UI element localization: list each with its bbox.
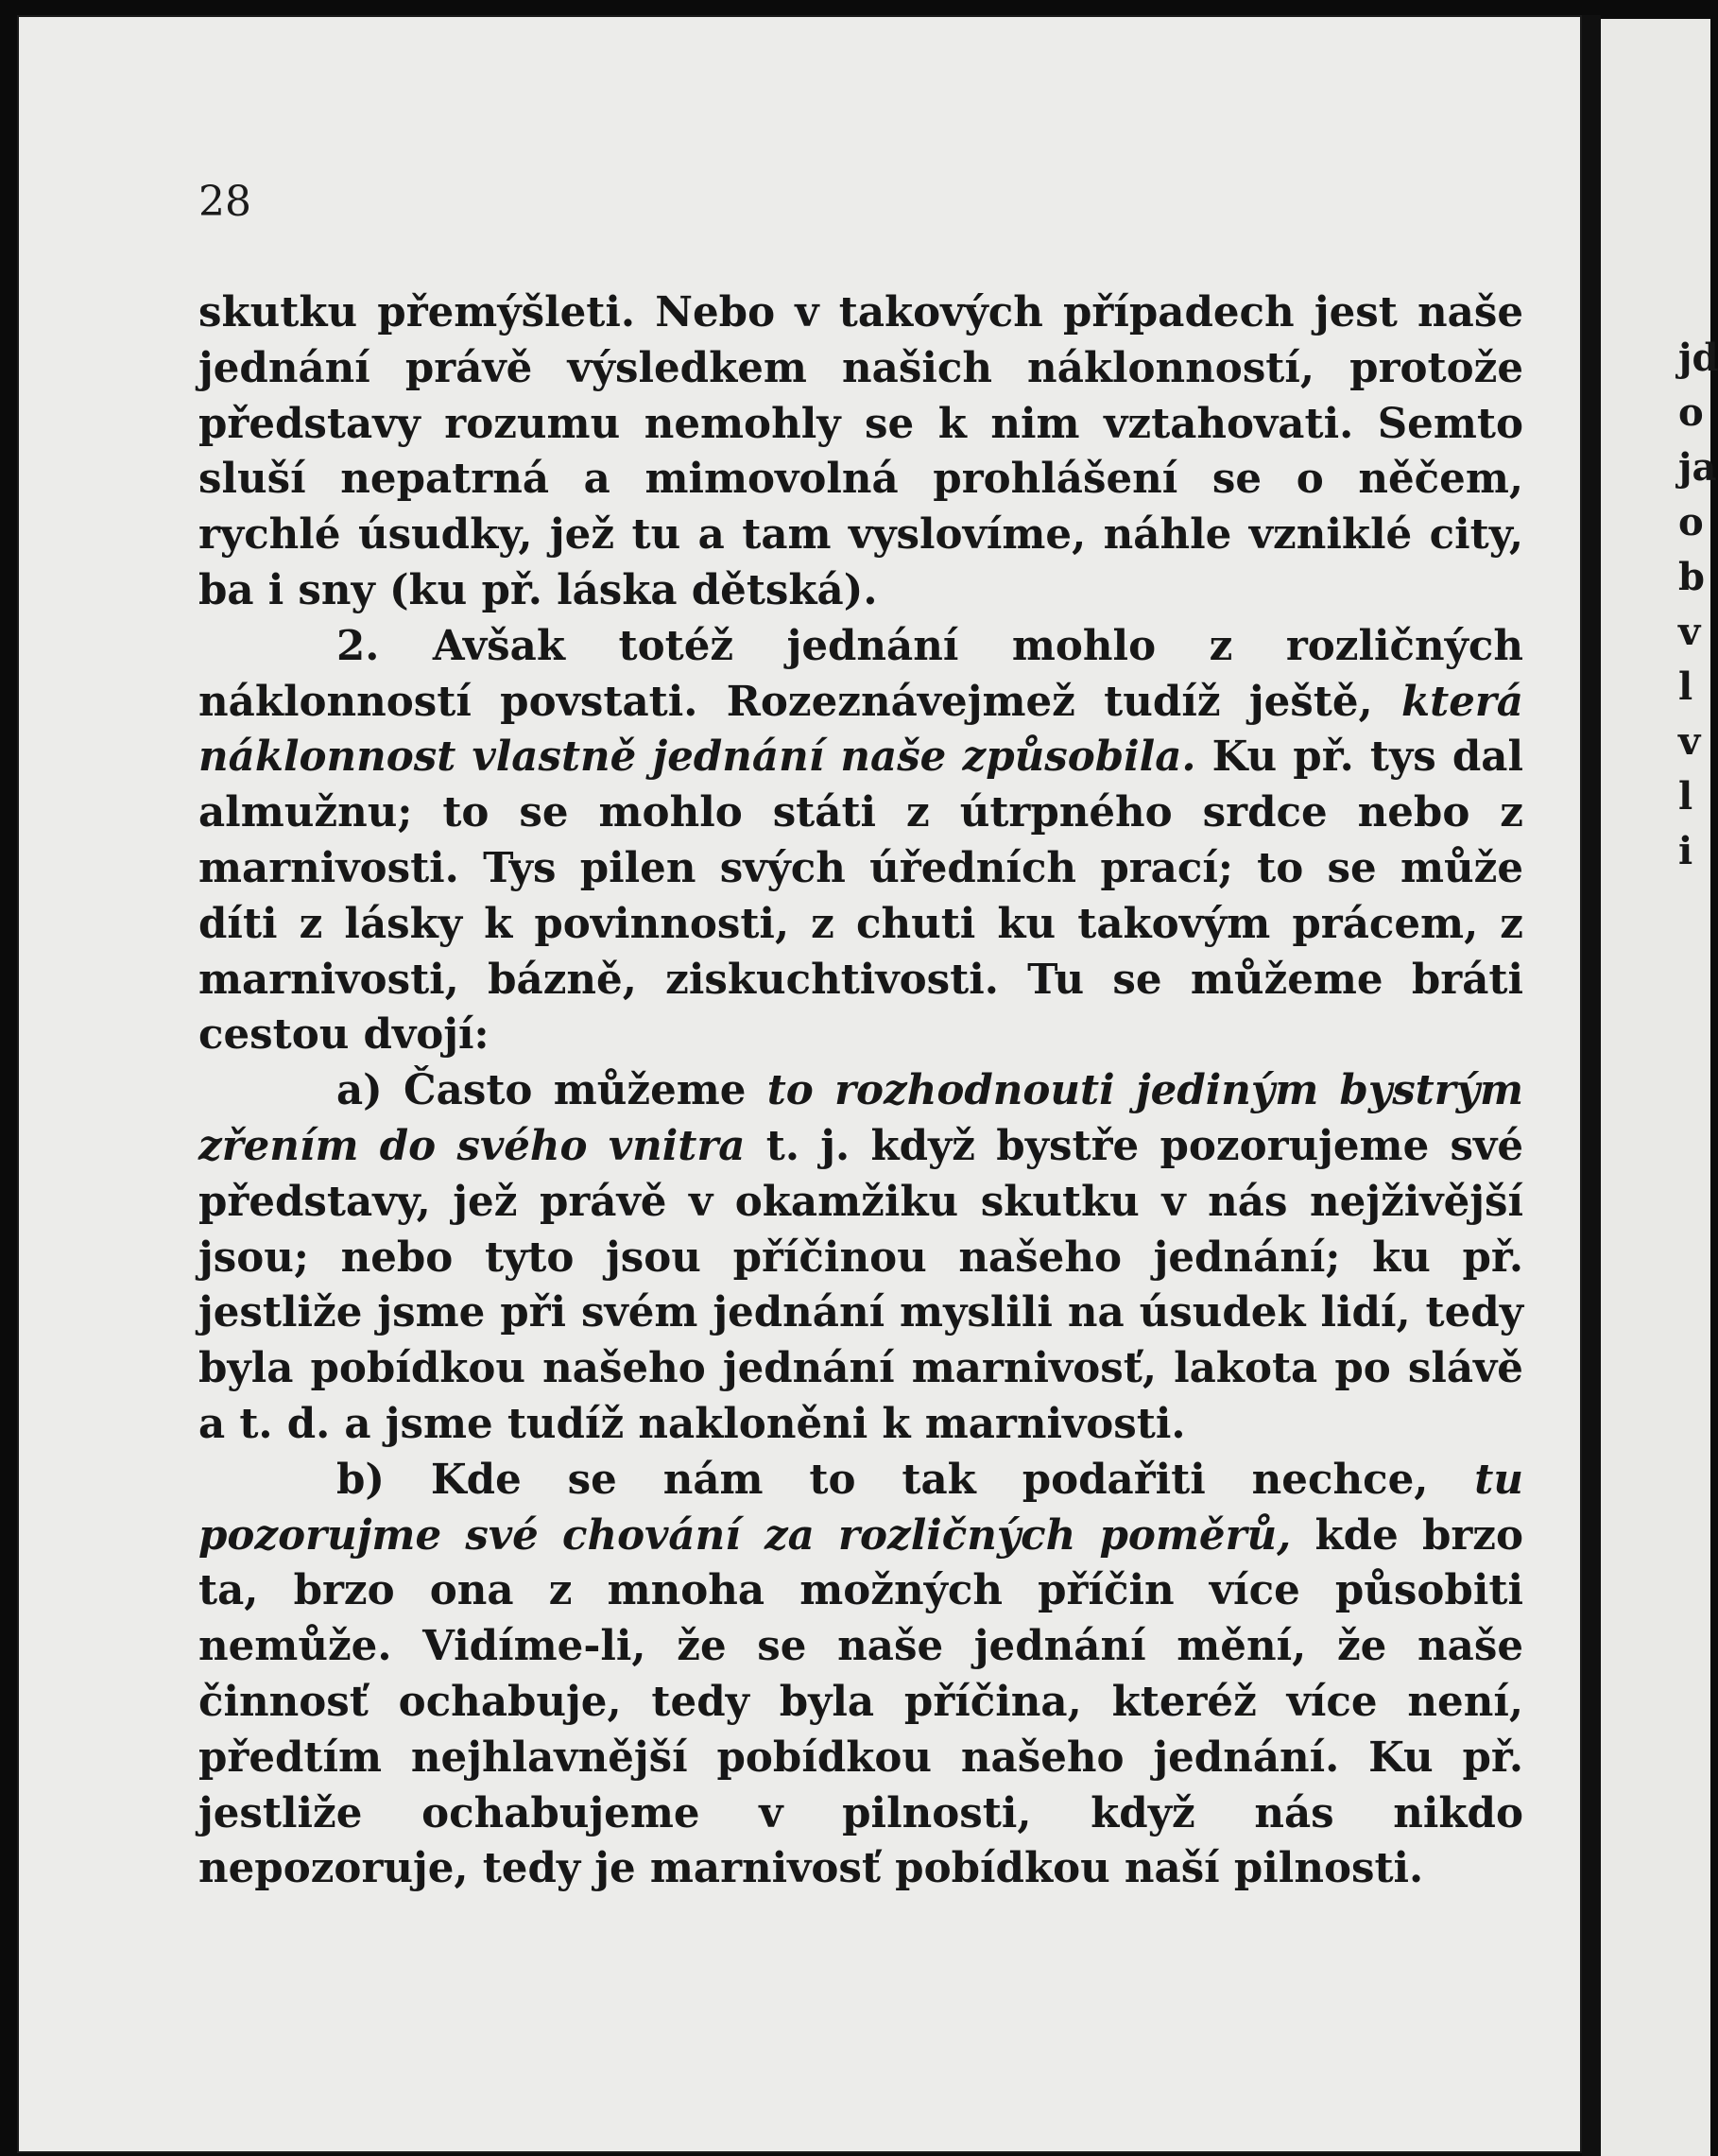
next-page-line-fragment: l xyxy=(1678,664,1693,709)
next-page-line-fragment: l xyxy=(1678,774,1693,819)
paragraph xyxy=(198,1453,1523,1897)
page-body-text xyxy=(198,285,1523,1897)
text-run: t. j. když bystře pozorujeme své představy, jež právě v okamžiku skutku v nás nejživější jsou; nebo tyto jsou příčinou našeho jednání; ku př. jestliže jsme při svém jednání myslili na úsudek lidí, tedy byla pobídkou našeho jednání marnivosť, lakota po slávě a t. d. a jsme tudíž nakloněni k marnivosti. xyxy=(198,1121,1523,1448)
next-page-line-fragment: ja xyxy=(1678,445,1717,490)
next-page-line-fragment: i xyxy=(1678,829,1693,873)
page-number: 28 xyxy=(198,178,251,226)
next-page-line-fragment: b xyxy=(1678,555,1705,599)
next-page-line-fragment: jd xyxy=(1678,336,1718,380)
emphasized-text: která náklonnost vlastně jednání naše způsobila. xyxy=(198,677,1523,782)
text-run: skutku přemýšleti. Nebo v takových případech jest naše jednání právě výsledkem našich náklonností, protože představy rozumu nemohly se k nim vztahovati. Semto sluší nepatrná a mimovolná prohlášení se o něčem, rychlé úsudky, jež tu a tam vyslovíme, náhle vzniklé city, ba i sny (ku př. láska dětská). xyxy=(198,288,1523,614)
text-run: 2. Avšak totéž jednání mohlo z rozličných náklonností povstati. Rozeznávejmež tudíž ještě, xyxy=(198,621,1523,726)
text-run: a) Často můžeme xyxy=(336,1066,767,1115)
next-page-line-fragment: o xyxy=(1678,390,1704,435)
emphasized-text: to rozhodnouti jediným bystrým zřením do svého vnitra xyxy=(198,1066,1523,1170)
page-gutter-shadow xyxy=(1582,15,1601,2156)
emphasized-text: tu pozorujme své chování za rozličných poměrů, xyxy=(198,1455,1523,1560)
paragraph xyxy=(198,285,1523,619)
text-run: Ku př. tys dal almužnu; to se mohlo státi z útrpného srdce nebo z marnivosti. Tys pilen svých úředních prací; to se může díti z lásky k povinnosti, z chuti ku takovým prácem, z marnivosti, bázně, ziskuchtivosti. Tu se můžeme bráti cestou dvojí: xyxy=(198,733,1523,1060)
text-run: kde brzo ta, brzo ona z mnoha možných příčin více působiti nemůže. Vidíme-li, že se naše jednání mění, že naše činnosť ochabuje, tedy byla příčina, kteréž více není, předtím nejhlavnější pobídkou našeho jednání. Ku př. jestliže ochabujeme v pilnosti, když nás nikdo nepozoruje, tedy je marnivosť pobídkou naší pilnosti. xyxy=(198,1510,1524,1893)
paragraph xyxy=(198,619,1523,1063)
next-page-fragment xyxy=(1678,331,1716,879)
paragraph xyxy=(198,1063,1523,1453)
next-page-line-fragment: v xyxy=(1678,719,1701,764)
next-page-line-fragment: v xyxy=(1678,610,1701,654)
next-page-line-fragment: o xyxy=(1678,500,1704,544)
text-run: b) Kde se nám to tak podařiti nechce, xyxy=(336,1455,1475,1504)
